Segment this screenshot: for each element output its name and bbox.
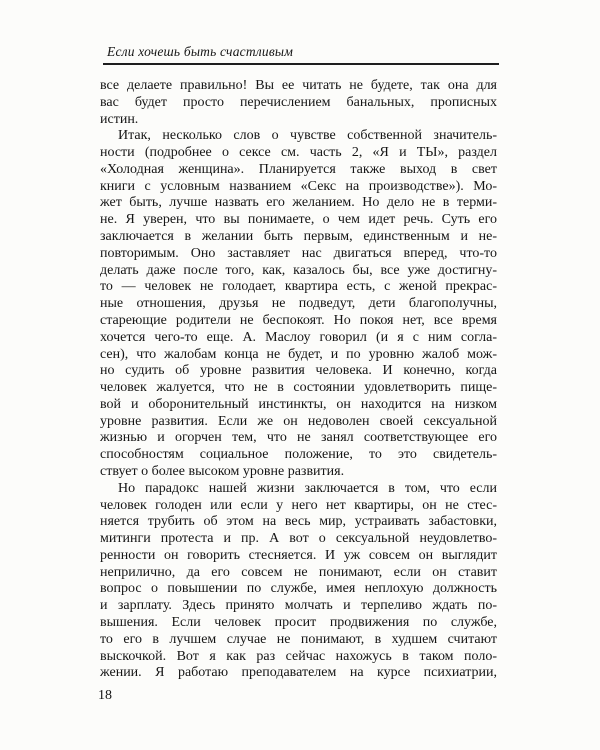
- text-line: делать даже после того, как, казалось бы, все уже достигну-: [100, 262, 497, 278]
- text-line: вой и оборонительный инстинкты, он находится на низком: [100, 396, 497, 412]
- text-line: все делаете правильно! Вы ее читать не будете, так она для: [100, 78, 497, 93]
- text-line: жизнью и огорчен тем, что не занял соответствующее его: [100, 430, 497, 446]
- paragraph: [100, 128, 497, 480]
- text-line: хочется чего-то еще. А. Маслоу говорил (и я с ним согла-: [100, 329, 497, 345]
- text-line: ности (подробнее о сексе см. часть 2, «Я и ТЫ», раздел: [100, 145, 497, 161]
- text-line: вопрос о повышении по службе, имея неплохую должность: [100, 581, 497, 597]
- body-text: [100, 78, 497, 682]
- text-line: выскочкой. Вот я как раз сейчас нахожусь в таком поло-: [100, 648, 497, 664]
- header-rule: [103, 63, 499, 65]
- text-line: «Холодная женщина». Планируется также выход в свет: [100, 161, 497, 177]
- paragraph: [100, 78, 497, 128]
- text-line: Итак, несколько слов о чувстве собственной значитель-: [118, 128, 497, 144]
- text-line: и зарплату. Здесь принято молчать и терпеливо ждать по-: [100, 598, 497, 614]
- text-line: повторимым. Оно заставляет нас двигаться вперед, что-то: [100, 245, 497, 261]
- text-line: уровне развития. Если же он недоволен своей сексуальной: [100, 413, 497, 429]
- text-line: жет быть, лучше назвать его желанием. Но дело не в терми-: [100, 195, 497, 211]
- text-line: истин.: [100, 111, 139, 127]
- text-line: няется трубить об этом на весь мир, устраивать забастовки,: [100, 514, 497, 530]
- text-line: то его в лучшем случае не понимают, в худшем считают: [100, 631, 497, 647]
- text-line: ствует о более высоком уровне развития.: [100, 463, 345, 479]
- text-line: книги с условным названием «Секс на производстве»). Мо-: [100, 178, 497, 194]
- text-line: человек голоден или если у него нет квартиры, он не стес-: [100, 497, 497, 513]
- text-line: жении. Я работаю преподавателем на курсе психиатрии,: [100, 665, 497, 681]
- text-line: вас будет просто перечислением банальных, прописных: [100, 94, 497, 110]
- text-line: не. Я уверен, что вы понимаете, о чем идет речь. Суть его: [100, 212, 497, 228]
- text-line: то — человек не голодает, квартира есть, с женой прекрас-: [100, 279, 497, 295]
- text-line: заключается в желании быть первым, единственным и не-: [100, 229, 497, 245]
- text-line: вышения. Если человек просит продвижения по службе,: [100, 615, 497, 630]
- text-line: митинги протеста и пр. А вот о сексуальной неудовлетво-: [100, 531, 497, 547]
- text-line: способностям социальное положение, то это свидетель-: [100, 447, 497, 463]
- text-line: стареющие родители не беспокоят. Но покоя нет, все время: [100, 312, 497, 328]
- page-number: 18: [98, 688, 112, 703]
- running-header: Если хочешь быть счастливым: [107, 44, 294, 59]
- text-line: сен), что жалобам конца не будет, и по уровню жалоб мож-: [100, 346, 497, 362]
- text-line: ренности он говорить стесняется. И уж совсем он выглядит: [100, 547, 497, 563]
- text-line: ные отношения, друзья не подведут, дети благополучны,: [100, 296, 497, 312]
- text-line: неприлично, да его совсем не понимают, если он ставит: [100, 564, 497, 580]
- text-line: человек жалуется, что не в состоянии удовлетворить пище-: [100, 380, 497, 396]
- text-line: Но парадокс нашей жизни заключается в том, что если: [118, 480, 497, 496]
- paragraph: [100, 481, 497, 682]
- text-line: но судить об уровне развития человека. И конечно, когда: [100, 363, 497, 379]
